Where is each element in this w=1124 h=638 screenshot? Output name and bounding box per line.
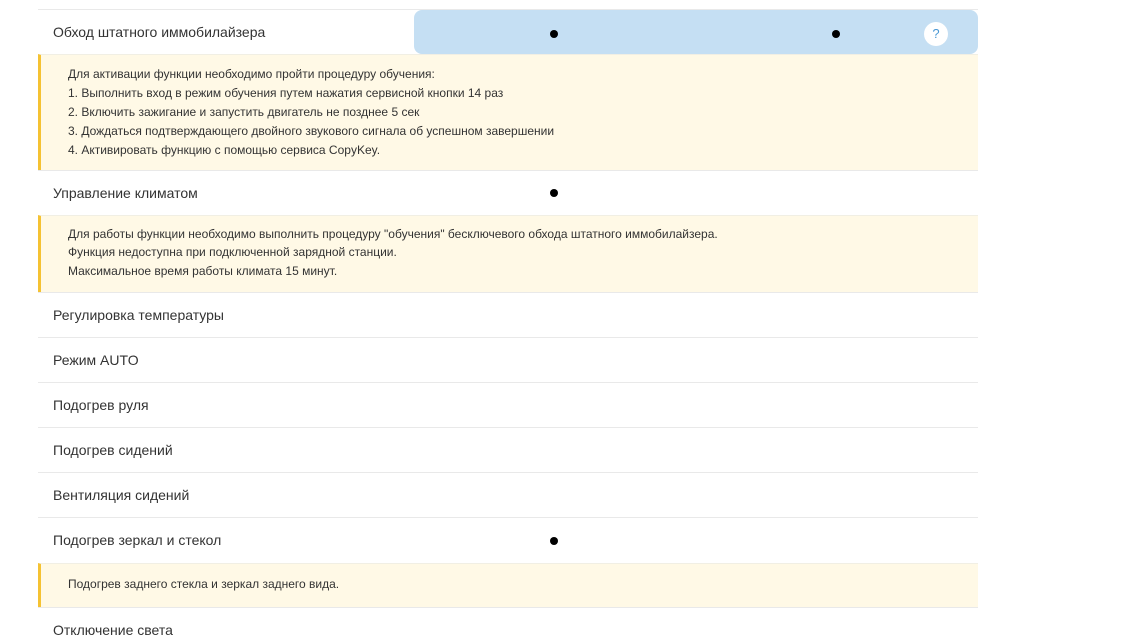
- availability-dot: [550, 189, 558, 197]
- feature-note: [38, 215, 978, 292]
- feature-note: [38, 54, 978, 170]
- feature-row-seat-heat: [38, 427, 978, 472]
- feature-label: Подогрев руля: [53, 397, 149, 413]
- note-line: 3. Дождаться подтверждающего двойного звукового сигнала об успешном завершении: [68, 124, 555, 138]
- row-highlight: [414, 10, 978, 54]
- feature-row-seat-ventilation: [38, 472, 978, 517]
- feature-row-immobilizer-bypass: [38, 9, 978, 54]
- note-line: Функция недоступна при подключенной зарядной станции.: [68, 245, 397, 259]
- feature-label: Подогрев сидений: [53, 442, 173, 458]
- availability-dot: [550, 30, 558, 38]
- feature-row-auto-mode: [38, 337, 978, 382]
- note-line: 2. Включить зажигание и запустить двигатель не позднее 5 сек: [68, 105, 420, 119]
- feature-label: Обход штатного иммобилайзера: [53, 24, 266, 40]
- feature-row-climate-control: [38, 170, 978, 215]
- feature-label: Вентиляция сидений: [53, 487, 190, 503]
- help-icon[interactable]: ?: [924, 22, 948, 46]
- feature-note: [38, 563, 978, 607]
- note-line: Подогрев заднего стекла и зеркал заднего вида.: [68, 577, 340, 591]
- availability-dot: [832, 30, 840, 38]
- note-line: Для активации функции необходимо пройти процедуру обучения:: [68, 67, 435, 81]
- feature-label: Регулировка температуры: [53, 307, 224, 323]
- feature-label: Подогрев зеркал и стекол: [53, 532, 222, 548]
- feature-label: Отключение света: [53, 622, 173, 638]
- note-line: 4. Активировать функцию с помощью сервиса CopyKey.: [68, 143, 381, 157]
- note-line: Для работы функции необходимо выполнить процедуру "обучения" бесключевого обхода штатного иммобилайзера.: [68, 227, 718, 241]
- feature-label: Режим AUTO: [53, 352, 139, 368]
- feature-row-temperature: [38, 292, 978, 337]
- note-line: 1. Выполнить вход в режим обучения путем нажатия сервисной кнопки 14 раз: [68, 86, 504, 100]
- availability-dot: [550, 537, 558, 545]
- feature-label: Управление климатом: [53, 185, 198, 201]
- feature-row-mirror-heat: [38, 517, 978, 563]
- note-line: Максимальное время работы климата 15 минут.: [68, 264, 338, 278]
- feature-row-steering-heat: [38, 382, 978, 427]
- feature-row-lights-off: [38, 607, 978, 636]
